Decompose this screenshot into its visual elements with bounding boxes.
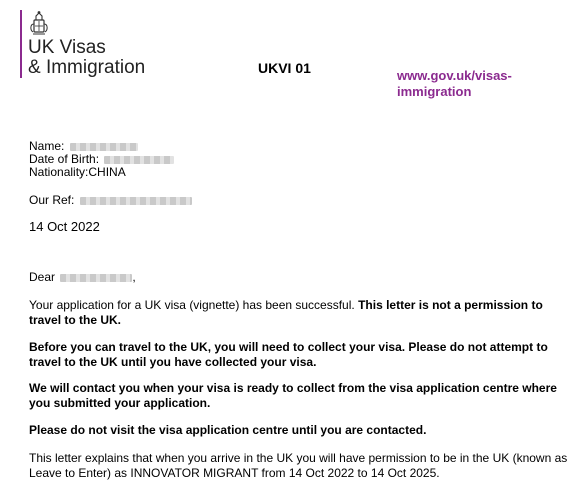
redacted-reference <box>80 197 192 205</box>
royal-crest-icon <box>28 10 50 36</box>
ukvi-logo <box>20 10 145 78</box>
paragraph-leave-to-enter: This letter explains that when you arrive in the UK you will have permission to be in the UK (known as Leave to Enter) as INNOVATOR MIGRANT from 14 Oct 2022 to 14 Oct 2025. <box>29 451 568 480</box>
name-label: Name: <box>29 139 65 153</box>
name-field <box>29 139 138 153</box>
redacted-salutation-name <box>60 274 132 282</box>
dob-label: Date of Birth: <box>29 152 100 166</box>
salutation: Dear , <box>29 270 136 284</box>
paragraph-contact: We will contact you when your visa is ready to collect from the visa application centre where you submitted your application. <box>29 381 557 410</box>
letter-date: 14 Oct 2022 <box>29 219 100 234</box>
salutation-text: Dear <box>29 270 56 284</box>
brand-line-2: & Immigration <box>28 57 146 78</box>
dob-field <box>29 152 174 166</box>
reference-label: Our Ref: <box>29 193 75 207</box>
reference-field <box>29 193 192 207</box>
paragraph-success <box>29 298 569 328</box>
document-code: UKVI 01 <box>258 60 311 76</box>
paragraph-collect-visa: Before you can travel to the UK, you will need to collect your visa. Please do not attempt to travel to the UK until you have collected your visa. <box>29 340 548 369</box>
redacted-dob <box>104 156 174 164</box>
brand-line-1: UK Visas <box>28 37 106 58</box>
gov-url-link[interactable]: www.gov.uk/visas-immigration <box>397 68 512 99</box>
nationality-value: CHINA <box>88 165 126 179</box>
paragraph-success-text: Your application for a UK visa (vignette) has been successful. <box>29 298 359 312</box>
nationality-field <box>29 165 126 179</box>
nationality-label: Nationality: <box>29 165 89 179</box>
paragraph-do-not-visit: Please do not visit the visa application centre until you are contacted. <box>29 423 427 437</box>
paragraph-success-bold: This letter is not a permission to travel to the UK. <box>29 298 543 327</box>
redacted-name <box>70 143 138 151</box>
